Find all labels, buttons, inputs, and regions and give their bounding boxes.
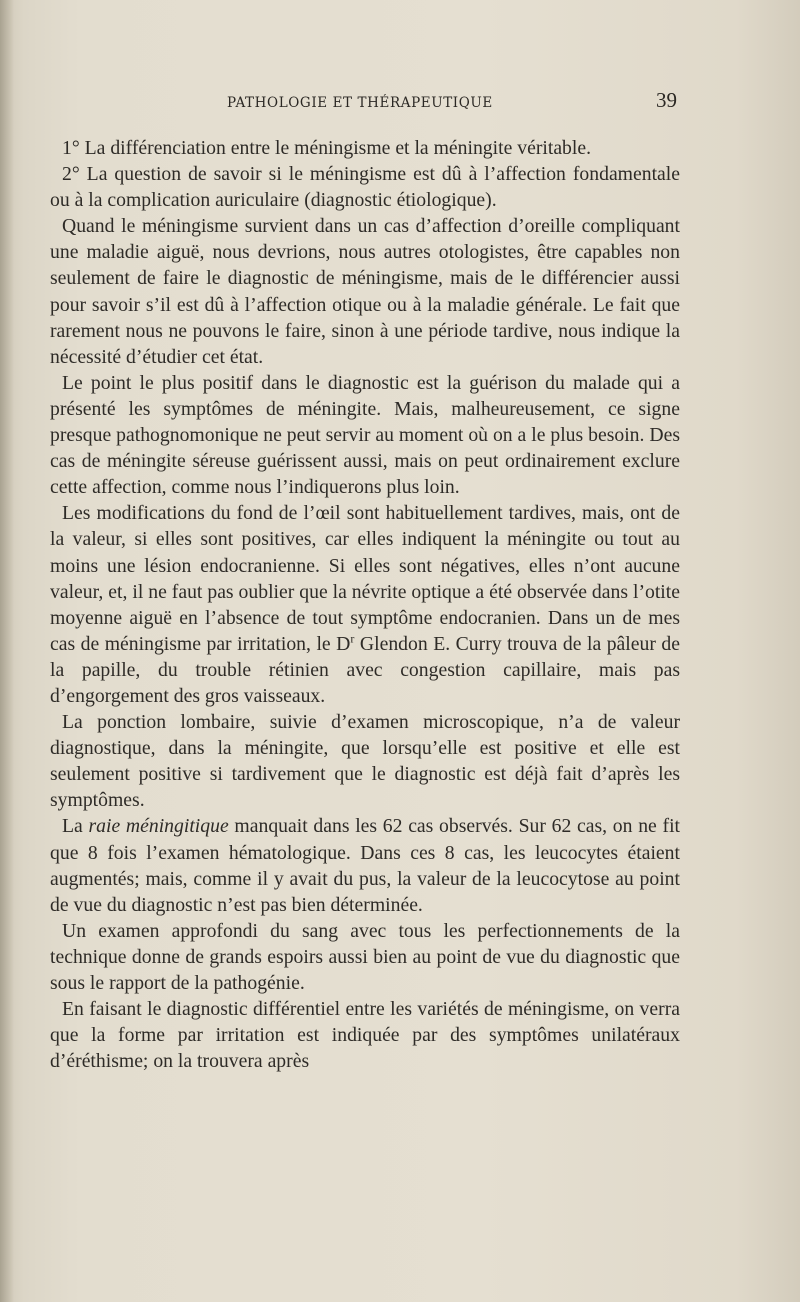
paragraph-8: Un examen approfondi du sang avec tous les perfectionnements de la technique donne de grands espoirs aussi bien au point de vue du diagnostic que sous le rapport de la pathogénie. xyxy=(50,919,680,994)
italic-term: raie méningitique xyxy=(88,815,229,838)
paragraph-4: Le point le plus positif dans le diagnostic est la guérison du malade qui a présenté les symptômes de méningite. Mais, malheureusement, ce signe presque pathognomonique ne peut servir au moment où on a le plus besoin. Des cas de méningite séreuse guérissent aussi, mais on peut ordinairement exclure cette affection, comme nous l’indiquerons plus loin. xyxy=(50,371,680,499)
paragraph-2: 2° La question de savoir si le méningisme est dû à l’affection fondamentale ou à la complication auriculaire (diagnostic étiologique). xyxy=(50,163,680,212)
running-head: PATHOLOGIE ET THÉRAPEUTIQUE xyxy=(227,95,493,111)
page-header xyxy=(0,88,800,118)
body-text xyxy=(50,135,680,1074)
paragraph-1: 1° La différenciation entre le méningisme et la méningite véritable. xyxy=(62,137,592,159)
paragraph-7-part-a: La xyxy=(62,815,89,838)
page-number: 39 xyxy=(656,88,677,112)
paragraph-5-part-a: Les modifications du fond de l’œil sont habituellement tardives, mais, ont de la valeur, si elles sont positives, car elles indiquent la méningite ou tout au moins une lésion endocranienne. Si elles sont négatives, elles n’ont aucune valeur, et, il ne faut pas oublier que la névrite optique a été observée dans l’otite moyenne aiguë en l’absence de tout symptôme endocranien. Dans un de mes cas de méningisme par irritation, le D xyxy=(50,502,680,655)
paragraph-6: La ponction lombaire, suivie d’examen microscopique, n’a de valeur diagnostique, dans la méningite, que lorsqu’elle est positive et elle est seulement positive si tardivement que le diagnostic est déjà fait d’après les symptômes. xyxy=(50,711,680,812)
paragraph-7-part-b: manquait dans les 62 cas observés. Sur 62 cas, on ne fit que 8 fois l’examen hématologique. Dans ces 8 cas, les leucocytes étaient augmentés; mais, comme il y avait du pus, la valeur de la leucocytose au point de vue du diagnostic n’est pas bien déterminée. xyxy=(50,815,681,916)
paragraph-5-part-b: Glendon E. Curry trouva de la pâleur de la papille, du trouble rétinien avec congestion capillaire, mais pas d’engorgement des gros vaisseaux. xyxy=(50,632,680,707)
paragraph-9: En faisant le diagnostic différentiel entre les variétés de méningisme, on verra que la forme par irritation est indiquée par des symptômes unilatéraux d’éréthisme; on la trouvera après xyxy=(50,998,680,1073)
paragraph-5 xyxy=(50,500,680,709)
paragraph-7 xyxy=(50,813,680,917)
paragraph-3: Quand le méningisme survient dans un cas d’affection d’oreille compliquant une maladie aiguë, nous devrions, nous autres otologistes, être capables non seulement de faire le diagnostic de méningisme, mais de le différencier aussi pour savoir s’il est dû à l’affection otique ou à la maladie générale. Le fait que rarement nous ne pouvons le faire, sinon à une période tardive, nous indique la nécessité d’étudier cet état. xyxy=(50,215,680,368)
page-binding-shadow xyxy=(0,0,14,1302)
superscript-r: r xyxy=(350,631,355,646)
